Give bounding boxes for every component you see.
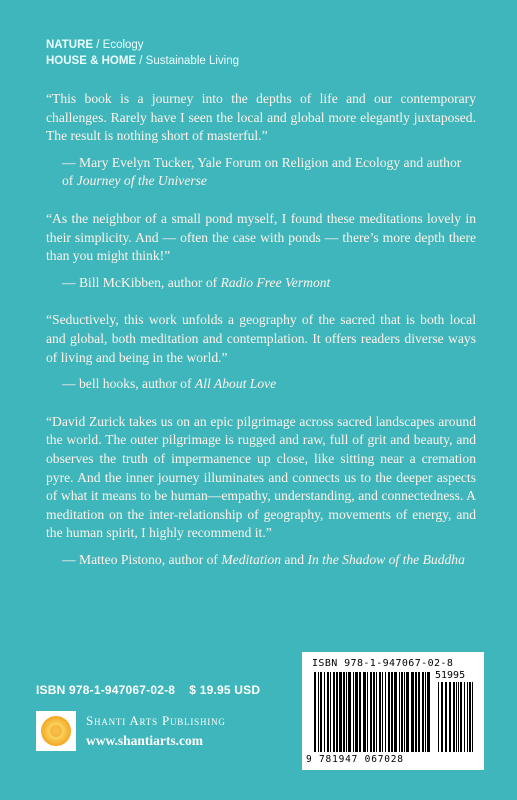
publisher-url: www.shantiarts.com bbox=[86, 733, 203, 748]
attribution-work: All About Love bbox=[194, 376, 277, 392]
publisher-text bbox=[86, 713, 226, 749]
attribution-author: — Matteo Pistono, author of bbox=[62, 551, 222, 567]
attribution-work-2: In the Shadow of the Buddha bbox=[307, 551, 465, 567]
attribution-author: — Bill McKibben, author of bbox=[62, 274, 221, 290]
isbn-price-line: ISBN 978-1-947067-02-8 $ 19.95 USD bbox=[36, 683, 261, 697]
endorsement-hooks bbox=[46, 311, 476, 393]
barcode bbox=[302, 652, 484, 770]
sun-logo-icon bbox=[36, 711, 76, 751]
quote-attribution bbox=[62, 375, 476, 394]
category-sub: / Sustainable Living bbox=[136, 55, 240, 67]
quote-attribution bbox=[46, 154, 476, 191]
quote-attribution bbox=[62, 274, 476, 293]
attribution-work: Journey of the Universe bbox=[76, 173, 207, 189]
endorsement-mckibben bbox=[46, 210, 476, 292]
category-line-1 bbox=[46, 37, 239, 53]
barcode-isbn-text: ISBN 978-1-947067-02-8 bbox=[312, 658, 454, 669]
barcode-bars-icon bbox=[312, 672, 476, 752]
category-main: NATURE bbox=[46, 39, 94, 51]
endorsement-pistono bbox=[46, 413, 476, 570]
publisher-name: Shanti Arts Publishing bbox=[86, 713, 226, 728]
attribution-work: Meditation bbox=[221, 551, 281, 567]
quote-attribution bbox=[62, 551, 476, 570]
quote-text: “This book is a journey into the depths of life and our contemporary challenges. Rarely have I seen the local and global more elegantly juxtaposed. The result is nothing short of masterful.” bbox=[46, 91, 476, 144]
barcode-digits: 9 781947 067028 bbox=[306, 754, 404, 765]
attribution-author: — bell hooks, author of bbox=[62, 376, 195, 392]
category-line-2 bbox=[46, 53, 239, 69]
quote-text: “As the neighbor of a small pond myself, I found these meditations lovely in their simplicity. And — often the case with ponds — there’s more depth there than you might think!” bbox=[46, 210, 476, 264]
endorsements bbox=[46, 90, 476, 588]
category-main: HOUSE & HOME bbox=[46, 55, 137, 67]
attribution-author: — Mary Evelyn Tucker, Yale Forum on Religion and Ecology and author of bbox=[62, 154, 462, 189]
category-sub: / Ecology bbox=[93, 39, 144, 51]
quote-text: “Seductively, this work unfolds a geography of the sacred that is both local and global, both meditation and contemplation. It offers readers diverse ways of living and being in the world.” bbox=[46, 312, 476, 365]
quote-text: “David Zurick takes us on an epic pilgrimage across sacred landscapes around the world. The outer pilgrimage is rugged and raw, full of grit and beauty, and observes the truth of impermanence up close, like sitting near a cremation pyre. And the inner journey illuminates and connects us to the deeper aspects of what it means to be human—empathy, understanding, and connectedness. A meditation on the inter-relationship of geography, movements of energy, and the human spirit, I highly recommend it.” bbox=[46, 413, 476, 541]
publisher-block bbox=[36, 711, 226, 751]
attribution-work: Radio Free Vermont bbox=[220, 274, 331, 290]
attribution-connector: and bbox=[281, 551, 308, 567]
barcode-price-code: 51995 bbox=[435, 670, 466, 681]
endorsement-tucker bbox=[46, 90, 476, 191]
category-labels bbox=[46, 37, 239, 69]
